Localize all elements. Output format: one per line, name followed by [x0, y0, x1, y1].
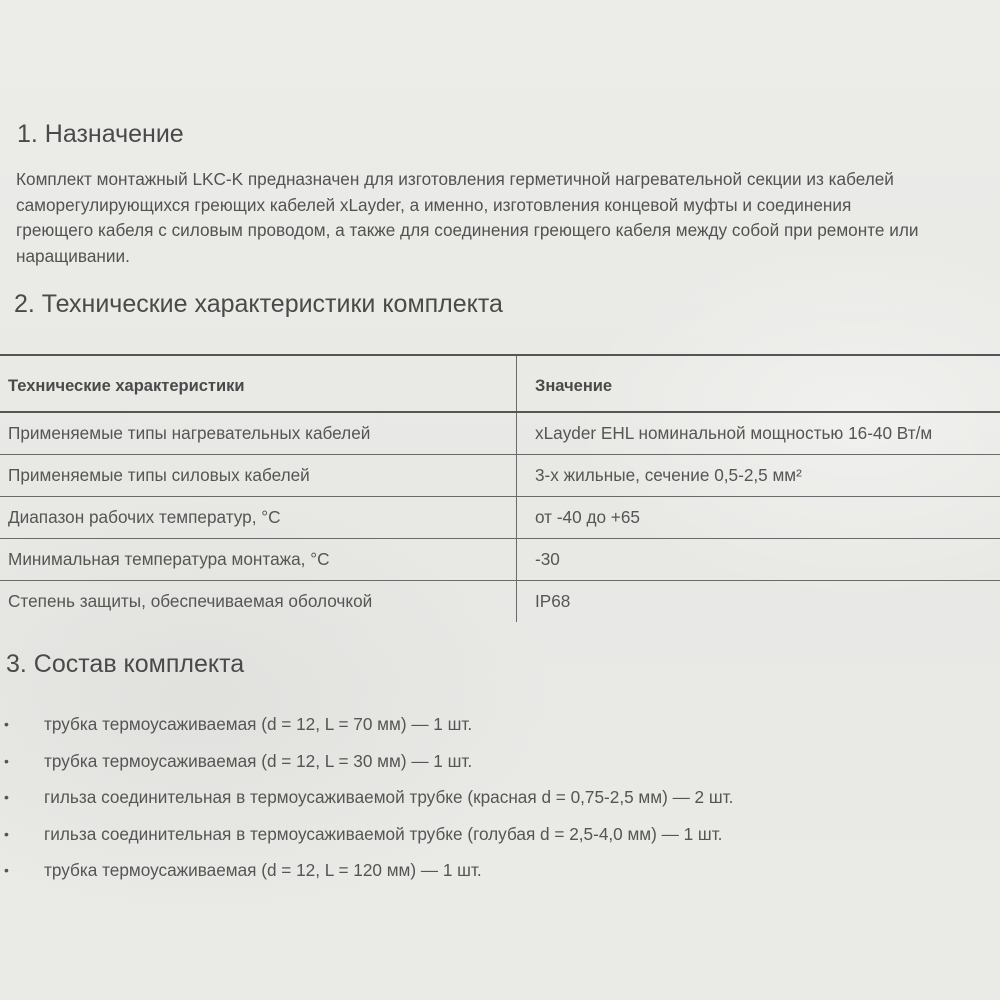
section-3-title: 3. Состав комплекта: [6, 650, 245, 678]
bullet-icon: •: [4, 752, 9, 769]
table-row: [0, 538, 1000, 580]
paragraph-line: греющего кабеля с силовым проводом, а также для соединения греющего кабеля между собой при ремонте или: [16, 220, 919, 240]
table-cell-characteristic: Применяемые типы силовых кабелей: [0, 454, 517, 496]
list-item-text: трубка термоусаживаемая (d = 12, L = 120 мм) — 1 шт.: [44, 860, 482, 880]
paragraph-line: наращивании.: [16, 245, 130, 266]
section-1-title: 1. Назначение: [17, 120, 184, 148]
section-2-title: 2. Технические характеристики комплекта: [14, 290, 503, 318]
bullet-icon: •: [4, 789, 9, 805]
table-cell-value: -30: [517, 538, 1000, 580]
list-item-text: гильза соединительная в термоусаживаемой трубке (голубая d = 2,5-4,0 мм) — 1 шт.: [44, 823, 723, 844]
table-cell-value: IP68: [517, 580, 1000, 622]
paragraph-line: Комплект монтажный LKC-K предназначен для изготовления герметичной нагревательной секции из кабелей: [16, 169, 894, 189]
purpose-paragraph: [16, 167, 991, 269]
table-header-characteristic: Технические характеристики: [0, 355, 517, 412]
bullet-icon: •: [4, 825, 9, 842]
specs-table: [0, 354, 1000, 622]
list-item-text: трубка термоусаживаемая (d = 12, L = 30 мм) — 1 шт.: [44, 750, 473, 771]
table-cell-value: 3-х жильные, сечение 0,5-2,5 мм²: [517, 454, 1000, 496]
bullet-icon: •: [4, 862, 9, 878]
table-cell-characteristic: Применяемые типы нагревательных кабелей: [0, 412, 517, 454]
table-row: [0, 454, 1000, 496]
table-header-value: Значение: [517, 355, 1000, 412]
table-cell-characteristic: Диапазон рабочих температур, °С: [0, 496, 517, 538]
table-row: [0, 496, 1000, 538]
table-cell-characteristic: Степень защиты, обеспечиваемая оболочкой: [8, 590, 373, 611]
table-row: [0, 580, 1000, 622]
bullet-icon: •: [4, 716, 9, 732]
table-row: [0, 412, 1000, 454]
table-cell-value: от -40 до +65: [517, 496, 1000, 538]
paragraph-line: саморегулирующихся греющих кабелей xLayder, а именно, изготовления концевой муфты и соединения: [16, 194, 852, 215]
list-item-text: трубка термоусаживаемая (d = 12, L = 70 мм) — 1 шт.: [44, 714, 473, 734]
table-cell-characteristic: Минимальная температура монтажа, °С: [0, 538, 517, 580]
table-cell-value: xLayder EHL номинальной мощностью 16-40 Вт/м: [517, 412, 1000, 454]
list-item-text: гильза соединительная в термоусаживаемой трубке (красная d = 0,75-2,5 мм) — 2 шт.: [44, 787, 734, 807]
table-header-row: [0, 355, 1000, 412]
